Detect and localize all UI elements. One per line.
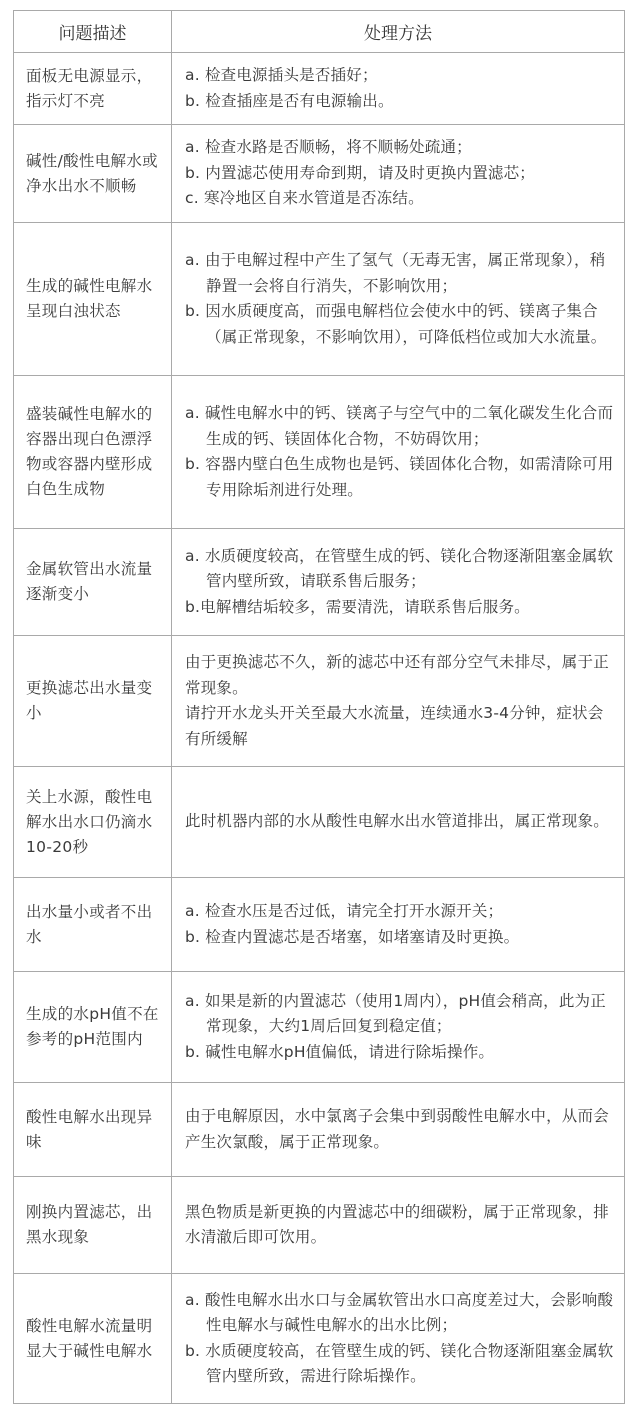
solution-cell (172, 1177, 625, 1274)
solution-line: b. 内置滤芯使用寿命到期，请及时更换内置滤芯； (185, 163, 535, 182)
header-solution: 处理方法 (172, 11, 625, 53)
problem-cell: 刚换内置滤芯，出黑水现象 (14, 1177, 172, 1274)
solution-line: b. 检查内置滤芯是否堵塞，如堵塞请及时更换。 (185, 927, 520, 946)
solution-line: 黑色物质是新更换的内置滤芯中的细碳粉，属于正常现象，排水清澈后即可饮用。 (185, 1202, 609, 1246)
solution-line: c. 寒冷地区自来水管道是否冻结。 (185, 189, 424, 208)
solution-line: b. 检查插座是否有电源输出。 (185, 91, 394, 110)
table-row (14, 1083, 625, 1177)
problem-cell: 更换滤芯出水量变小 (14, 636, 172, 767)
problem-cell: 碱性/酸性电解水或净水出水不顺畅 (14, 125, 172, 223)
problem-cell: 酸性电解水流量明显大于碱性电解水 (14, 1274, 172, 1404)
solution-cell (172, 878, 625, 972)
problem-cell: 金属软管出水流量逐渐变小 (14, 529, 172, 636)
solution-line: a. 检查水压是否过低，请完全打开水源开关； (185, 902, 504, 920)
solution-line: b. 水质硬度较高，在管壁生成的钙、镁化合物逐渐阻塞金属软管内壁所致，需进行除垢操作。 (185, 1341, 614, 1385)
table-row (14, 376, 625, 529)
solution-line: 此时机器内部的水从酸性电解水出水管道排出，属正常现象。 (185, 812, 609, 831)
solution-cell (172, 636, 625, 767)
table-row (14, 53, 625, 125)
solution-line: b. 碱性电解水pH值偏低，请进行除垢操作。 (185, 1042, 495, 1061)
solution-cell (172, 1083, 625, 1177)
problem-cell: 面板无电源显示，指示灯不亮 (14, 53, 172, 125)
troubleshooting-table (13, 10, 625, 1404)
table-row (14, 1177, 625, 1274)
solution-line: b.电解槽结垢较多，需要清洗，请联系售后服务。 (185, 597, 530, 616)
solution-cell (172, 125, 625, 223)
table-row (14, 636, 625, 767)
solution-cell (172, 1274, 625, 1404)
problem-cell: 生成的碱性电解水呈现白浊状态 (14, 223, 172, 376)
table-row (14, 223, 625, 376)
solution-line: b. 因水质硬度高，而强电解档位会使水中的钙、镁离子集合（属正常现象，不影响饮用），可降低档位或加大水流量。 (185, 302, 607, 346)
solution-line: a. 酸性电解水出水口与金属软管出水口高度差过大，会影响酸性电解水与碱性电解水的出水比例； (185, 1290, 614, 1334)
solution-cell (172, 529, 625, 636)
solution-line: 由于电解原因，水中氯离子会集中到弱酸性电解水中，从而会产生次氯酸，属于正常现象。 (185, 1107, 609, 1151)
table-row (14, 1274, 625, 1404)
table-body (14, 53, 625, 1404)
table-row (14, 878, 625, 972)
problem-cell: 关上水源，酸性电解水出水口仍滴水10-20秒 (14, 767, 172, 878)
problem-cell: 酸性电解水出现异味 (14, 1083, 172, 1177)
solution-line: a. 由于电解过程中产生了氢气（无毒无害，属正常现象），稍静置一会将自行消失，不影响饮用； (185, 251, 606, 295)
problem-cell: 出水量小或者不出水 (14, 878, 172, 972)
table-row (14, 529, 625, 636)
table-row (14, 125, 625, 223)
solution-line: a. 检查电源插头是否插好； (185, 66, 378, 84)
table-row (14, 767, 625, 878)
solution-line: a. 检查水路是否顺畅，将不顺畅处疏通； (185, 138, 472, 157)
solution-cell (172, 53, 625, 125)
problem-cell: 生成的水pH值不在参考的pH范围内 (14, 972, 172, 1083)
solution-line: a. 碱性电解水中的钙、镁离子与空气中的二氧化碳发生化合而生成的钙、镁固体化合物，不妨碍饮用； (185, 404, 614, 448)
solution-line: a. 如果是新的内置滤芯（使用1周内），pH值会稍高，此为正常现象，大约1周后回复到稳定值； (185, 991, 606, 1036)
solution-cell (172, 972, 625, 1083)
problem-cell: 盛装碱性电解水的容器出现白色漂浮物或容器内壁形成白色生成物 (14, 376, 172, 529)
solution-cell (172, 376, 625, 529)
table-row (14, 972, 625, 1083)
solution-line: b. 容器内壁白色生成物也是钙、镁固体化合物，如需清除可用专用除垢剂进行处理。 (185, 455, 614, 499)
solution-line: 请拧开水龙头开关至最大水流量，连续通水3-4分钟，症状会有所缓解 (185, 704, 604, 748)
solution-line: 由于更换滤芯不久，新的滤芯中还有部分空气未排尽，属于正常现象。 (185, 653, 609, 697)
solution-cell (172, 767, 625, 878)
table-header-row (14, 11, 625, 53)
header-problem: 问题描述 (14, 11, 172, 53)
solution-cell (172, 223, 625, 376)
solution-line: a. 水质硬度较高，在管壁生成的钙、镁化合物逐渐阻塞金属软管内壁所致，请联系售后服务； (185, 546, 614, 591)
